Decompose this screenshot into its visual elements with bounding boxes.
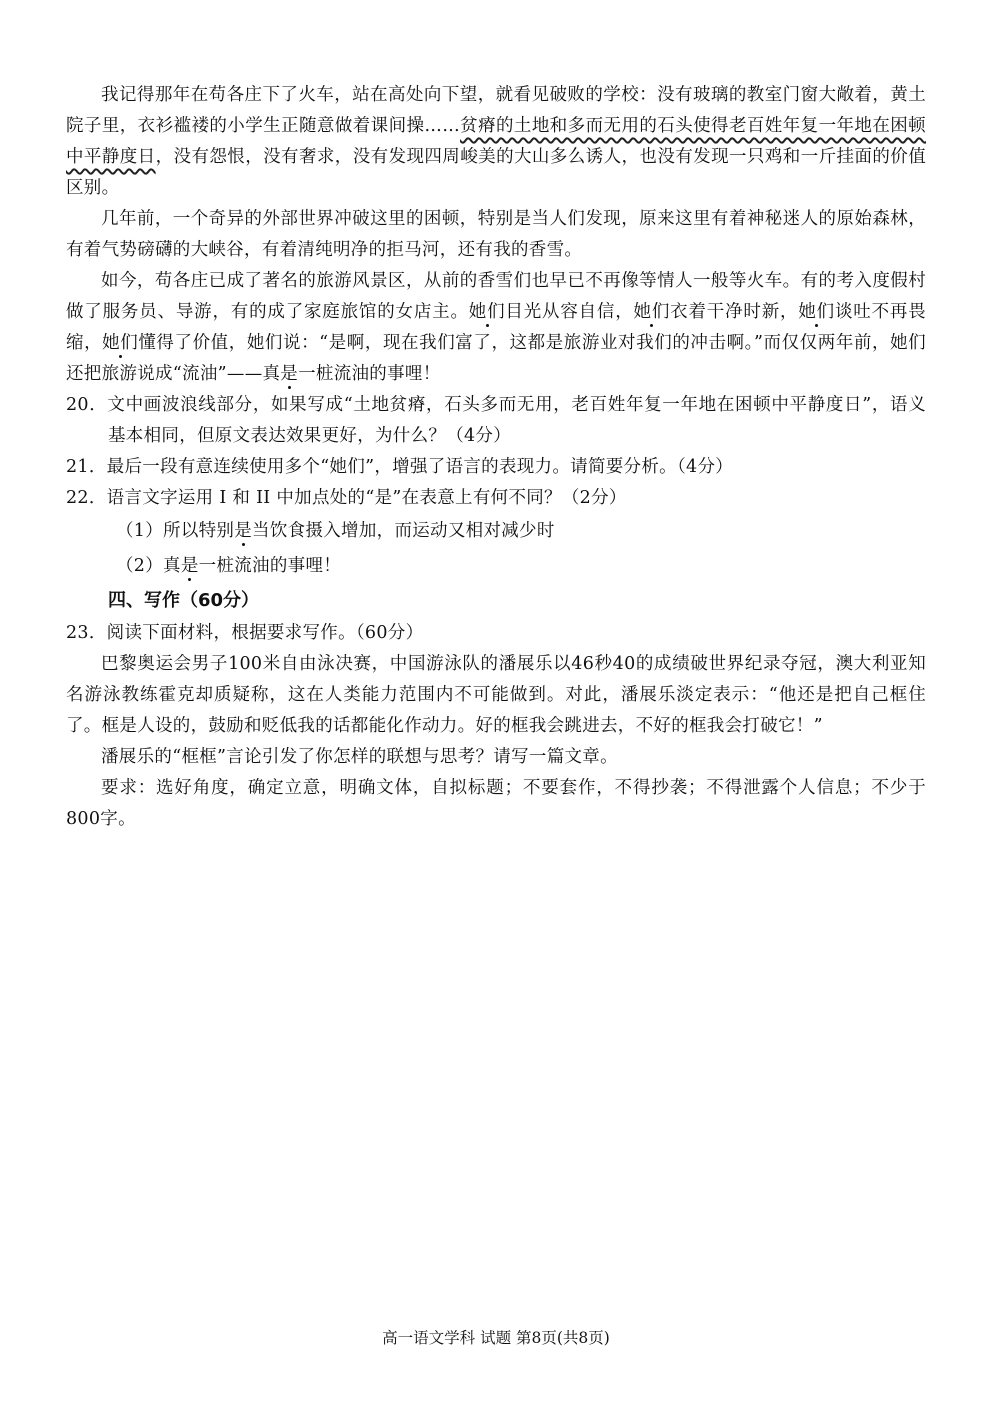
dotted-word-shi: 是 bbox=[180, 556, 199, 576]
item-text: 当饮食摄入增加，而运动又相对减少时 bbox=[252, 521, 555, 541]
passage-text: 谈吐不再畏缩， bbox=[66, 302, 926, 353]
item-text: 一桩流油的事哩！ bbox=[198, 556, 342, 576]
item-text: （1）所以特别 bbox=[116, 521, 235, 541]
passage-text: 衣着干净时新， bbox=[670, 302, 799, 322]
dotted-word-shi: 是 bbox=[280, 364, 299, 384]
passage-text: ，没有怨恨，没有奢求，没有发现四周峻美的大山多么诱人，也没有发现一只鸡和一斤挂面的价值区别。 bbox=[66, 147, 927, 198]
page-footer: 高一语文学科 试题 第8页(共8页) bbox=[382, 1329, 610, 1347]
passage-text: 如今，苟各庄已成了著名的旅游风景区，从前的香雪们也早已不再像等情人一般等火车。有的考入度假村做了服务员、导游，有的成了家庭旅馆的女店主。 bbox=[66, 271, 926, 322]
passage-text: 懂得了价值，她们说：“是啊，现在我们富了，这都是旅游业对我们的冲击啊。”而仅仅两年前，她们还把旅游说成“流油”——真 bbox=[66, 333, 926, 384]
writing-prompt: 潘展乐的“框框”言论引发了你怎样的联想与思考？请写一篇文章。 bbox=[101, 747, 618, 767]
dotted-word-shi: 是 bbox=[234, 521, 253, 541]
writing-requirements: 要求：选好角度，确定立意，明确文体，自拟标题；不要套作，不得抄袭；不得泄露个人信息；不少于800字。 bbox=[66, 778, 926, 829]
question-22-item-2 bbox=[66, 549, 926, 584]
question-23: 23．阅读下面材料，根据要求写作。（60分） bbox=[66, 623, 424, 643]
item-text: （2）真 bbox=[116, 556, 181, 576]
dotted-text: 她们 bbox=[468, 302, 506, 322]
dotted-word-she-men: 她们 bbox=[798, 302, 835, 322]
dotted-word-she-men bbox=[469, 302, 506, 322]
question-21: 21．最后一段有意连续使用多个“她们”，增强了语言的表现力。请简要分析。（4分） bbox=[66, 457, 734, 477]
wavy-underlined-text: 贫瘠的土地和多而无用的石头使得老百姓年复一年地在困顿中平静度日 bbox=[66, 116, 926, 167]
passage-text: 我记得那年在苟各庄下了火车，站在高处向下望，就看见破败的学校：没有玻璃的教室门窗大敞着，黄土院子里，衣衫褴褛的小学生正随意做着课间操…… bbox=[66, 85, 926, 136]
dotted-word-she-men: 她们 bbox=[633, 302, 671, 322]
passage-paragraph-1 bbox=[66, 80, 926, 204]
passage-text: 一桩流油的事哩！ bbox=[298, 364, 441, 384]
passage-text: 目光从容自信， bbox=[505, 302, 634, 322]
question-20: 20．文中画波浪线部分，如果写成“土地贫瘠，石头多而无用，老百姓年复一年地在困顿中平静度日”，语义基本相同，但原文表达效果更好，为什么？（4分） bbox=[66, 395, 926, 446]
passage-paragraph-3 bbox=[66, 266, 926, 390]
writing-material: 巴黎奥运会男子100米自由泳决赛，中国游泳队的潘展乐以46秒40的成绩破世界纪录夺冠，澳大利亚知名游泳教练霍克却质疑称，这在人类能力范围内不可能做到。对此，潘展乐淡定表示：“他还是把自己框住了。框是人设的，鼓励和贬低我的话都能化作动力。好的框我会跳进去，不好的框我会打破它！” bbox=[66, 654, 926, 736]
page-content bbox=[66, 80, 926, 835]
section-title-writing: 四、写作（60分） bbox=[108, 590, 260, 611]
dotted-word-she-men: 她们 bbox=[102, 333, 139, 353]
question-22: 22．语言文字运用 I 和 II 中加点处的“是”在表意上有何不同？（2分） bbox=[66, 488, 627, 508]
passage-paragraph-2: 几年前，一个奇异的外部世界冲破这里的困顿，特别是当人们发现，原来这里有着神秘迷人的原始森林，有着气势磅礴的大峡谷，有着清纯明净的拒马河，还有我的香雪。 bbox=[66, 209, 926, 260]
question-22-item-1 bbox=[66, 514, 926, 549]
